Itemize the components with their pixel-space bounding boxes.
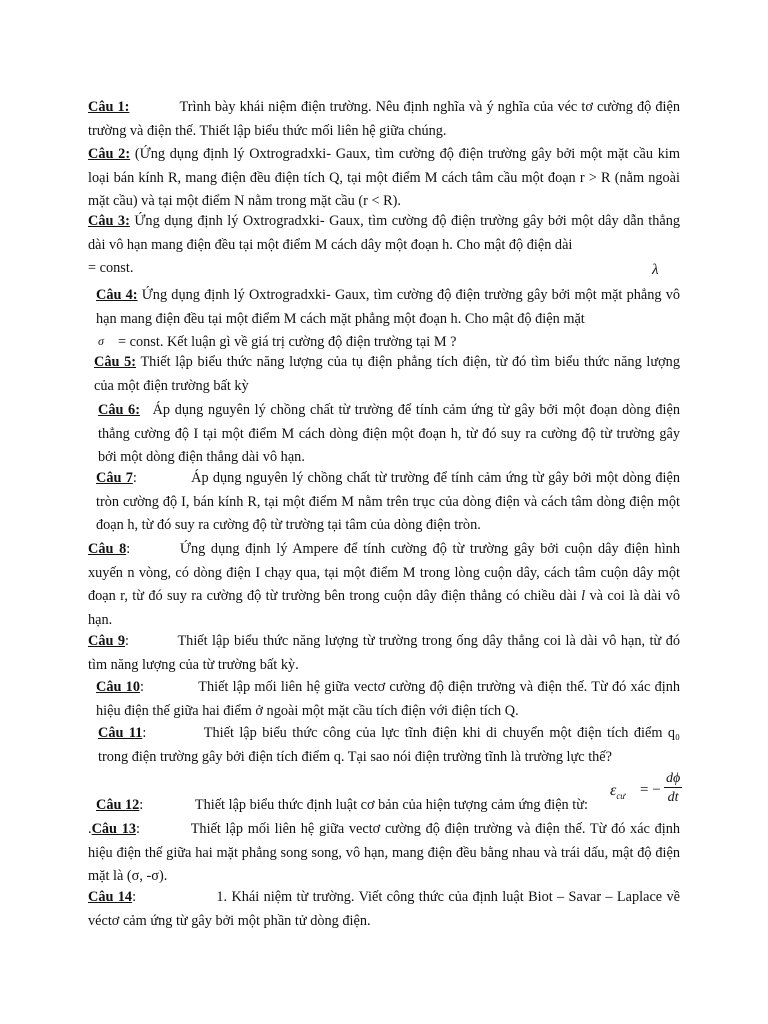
question-text: Ứng dụng định lý Oxtrogradxki- Gaux, tìm cường độ điện trường gây bởi một mặt phẳng vô hạn mang điện đều tại một điểm M cách mặt phẳng một đoạn h. Cho mật độ điện mặt: [96, 287, 680, 327]
question-label: Câu 11: [98, 725, 143, 741]
question-13: .Câu 13: Thiết lập mối liên hệ giữa vectơ cường độ điện trường và điện thế. Từ đó xác định hiệu điện thế giữa hai mặt phẳng song song, vô hạn, mang điện đều bằng nhau và trái dấu, mật độ điện mặt là (σ, -σ).: [88, 821, 681, 884]
question-4: [96, 284, 680, 355]
formula-fraction: [664, 770, 682, 806]
question-text: Áp dụng nguyên lý chồng chất từ trường để tính cảm ứng từ gây bởi một dòng điện tròn cường độ I, bán kính R, tại một điểm M nằm trên trục của dòng điện và cách tâm dòng điện một đoạn h, từ đó suy ra cường độ từ trường tại tâm của dòng điện tròn.: [96, 470, 680, 533]
question-text: 1. Khái niệm từ trường. Viết công thức của định luật Biot – Savar – Laplace về véctơ cảm ứng từ gây bởi một phần tử dòng điện.: [88, 889, 680, 929]
question-text: Ứng dụng định lý Oxtrogradxki- Gaux, tìm cường độ điện trường gây bởi một dây dẫn thẳng dài vô hạn mang điện đều tại một điểm M cách dây một đoạn h. Cho mật độ điện dài: [88, 213, 680, 253]
question-label: Câu 13: [91, 821, 136, 837]
question-label: Câu 10: [96, 679, 140, 695]
formula-subscript: cư: [616, 791, 626, 802]
question-2: [88, 143, 680, 214]
question-text: Thiết lập biểu thức công của lực tĩnh điện khi di chuyển một điện tích điểm q₀ trong điện trường gây bởi điện tích điểm q. Tại sao nói điện trường tĩnh là trường lực thế?: [98, 725, 680, 765]
question-label: Câu 3:: [88, 213, 130, 229]
question-label: Câu 6:: [98, 402, 140, 418]
question-label: Câu 5:: [94, 354, 137, 370]
question-text: Ứng dụng định lý Ampere để tính cường độ từ trường gây bởi cuộn dây điện hình xuyến n vòng, có dòng điện I chạy qua, tại một điểm M trong lòng cuộn dây, cách tâm cuộn dây một đoạn r, từ đó suy ra cường độ từ trường bên trong cuộn dây điện thẳng có chiều dài: [88, 541, 680, 604]
question-text: Thiết lập mối liên hệ giữa vectơ cường độ điện trường và điện thế. Từ đó xác định hiệu điện thế giữa hai điểm ở ngoài một mặt cầu tích điện với điện tích Q.: [96, 679, 681, 719]
question-label: Câu 8: [88, 541, 127, 557]
question-text: Áp dụng nguyên lý chồng chất từ trường để tính cảm ứng từ gây bởi một đoạn dòng điện thẳng cường độ I tại một điểm M cách dòng điện một đoạn h, từ đó suy ra cường độ từ trường gây bởi một dòng điện thẳng dài vô hạn.: [98, 402, 680, 465]
question-9: Câu 9: Thiết lập biểu thức năng lượng từ trường trong ống dây thẳng coi là dài vô hạn, từ đó tìm năng lượng của từ trường bất kỳ.: [88, 633, 680, 673]
question-label: Câu 1:: [88, 99, 130, 115]
question-10: Câu 10: Thiết lập mối liên hệ giữa vectơ cường độ điện trường và điện thế. Từ đó xác định hiệu điện thế giữa hai điểm ở ngoài một mặt cầu tích điện với điện tích Q.: [96, 679, 681, 719]
question-text: Thiết lập biểu thức định luật cơ bản của hiện tượng cảm ứng điện từ:: [194, 797, 588, 813]
question-label: Câu 14: [88, 889, 133, 905]
question-text: Thiết lập mối liên hệ giữa vectơ cường độ điện trường và điện thế. Từ đó xác định hiệu điện thế giữa hai mặt phẳng song song, vô hạn, mang điện đều bằng nhau và trái dấu, mật độ điện mặt là (σ, -σ).: [88, 821, 681, 884]
question-11: Câu 11: Thiết lập biểu thức công của lực tĩnh điện khi di chuyển một điện tích điểm q₀ trong điện trường gây bởi điện tích điểm q. Tại sao nói điện trường tĩnh là trường lực thế?: [98, 725, 680, 765]
question-label: Câu 9: [88, 633, 126, 649]
question-text-cont: và coi là dài vô hạn.: [88, 588, 680, 628]
question-12: Câu 12: Thiết lập biểu thức định luật cơ bản của hiện tượng cảm ứng điện từ:: [96, 797, 588, 813]
formula-denominator: dt: [664, 787, 682, 806]
formula-numerator: dϕ: [666, 771, 681, 786]
question-text: (Ứng dụng định lý Oxtrogradxki- Gaux, tìm cường độ điện trường gây bởi một mặt cầu kim loại bán kính R, mang điện đều điện tích Q, tại một điểm M cách tâm cầu một đoạn r > R (nằm ngoài mặt cầu) và tại một điểm N nằm trong mặt cầu (r < R).: [88, 146, 680, 209]
question-14: Câu 14: 1. Khái niệm từ trường. Viết công thức của định luật Biot – Savar – Laplace về véctơ cảm ứng từ gây bởi một phần tử dòng điện.: [88, 889, 680, 929]
question-8: Câu 8: Ứng dụng định lý Ampere để tính cường độ từ trường gây bởi cuộn dây điện hình xuyến n vòng, có dòng điện I chạy qua, tại một điểm M trong lòng cuộn dây, cách tâm cuộn dây một đoạn r, từ đó suy ra cường độ từ trường bên trong cuộn dây điện thẳng có chiều dài l và coi là dài vô hạn.: [88, 541, 680, 628]
question-label: Câu 4:: [96, 287, 138, 303]
question-label: Câu 12: [96, 797, 140, 813]
question-label: Câu 2:: [88, 146, 131, 162]
sigma-symbol: σ: [98, 334, 104, 348]
question-text: Thiết lập biểu thức năng lượng từ trường trong ống dây thẳng coi là dài vô hạn, từ đó tìm năng lượng của từ trường bất kỳ.: [88, 633, 680, 673]
question-text: Trình bày khái niệm điện trường. Nêu định nghĩa và ý nghĩa của véc tơ cường độ điện trường và điện thế. Thiết lập biểu thức mối liên hệ giữa chúng.: [88, 99, 681, 139]
question-text: Thiết lập biểu thức năng lượng của tụ điện phẳng tích điện, từ đó tìm biểu thức năng lượng của một điện trường bất kỳ: [94, 354, 680, 394]
lambda-symbol: λ: [652, 262, 659, 278]
question-3: [88, 210, 680, 281]
question-text-cont: = const.: [88, 260, 134, 276]
faraday-formula: [610, 770, 696, 814]
formula-lhs: $\varepsilon_{cư}$: [610, 782, 626, 802]
question-7: Câu 7: Áp dụng nguyên lý chồng chất từ trường để tính cảm ứng từ gây bởi một dòng điện tròn cường độ I, bán kính R, tại một điểm M nằm trên trục của dòng điện và cách tâm dòng điện một đoạn h, từ đó suy ra cường độ từ trường tại tâm của dòng điện tròn.: [96, 470, 680, 533]
question-label: Câu 7: [96, 470, 133, 486]
question-5: [94, 351, 680, 398]
length-symbol: l: [581, 588, 586, 604]
question-text-cont: = const. Kết luận gì về giá trị cường độ điện trường tại M ?: [118, 334, 457, 350]
question-6: [98, 399, 680, 470]
question-1: [88, 96, 680, 143]
formula-equals: = −: [640, 782, 661, 798]
